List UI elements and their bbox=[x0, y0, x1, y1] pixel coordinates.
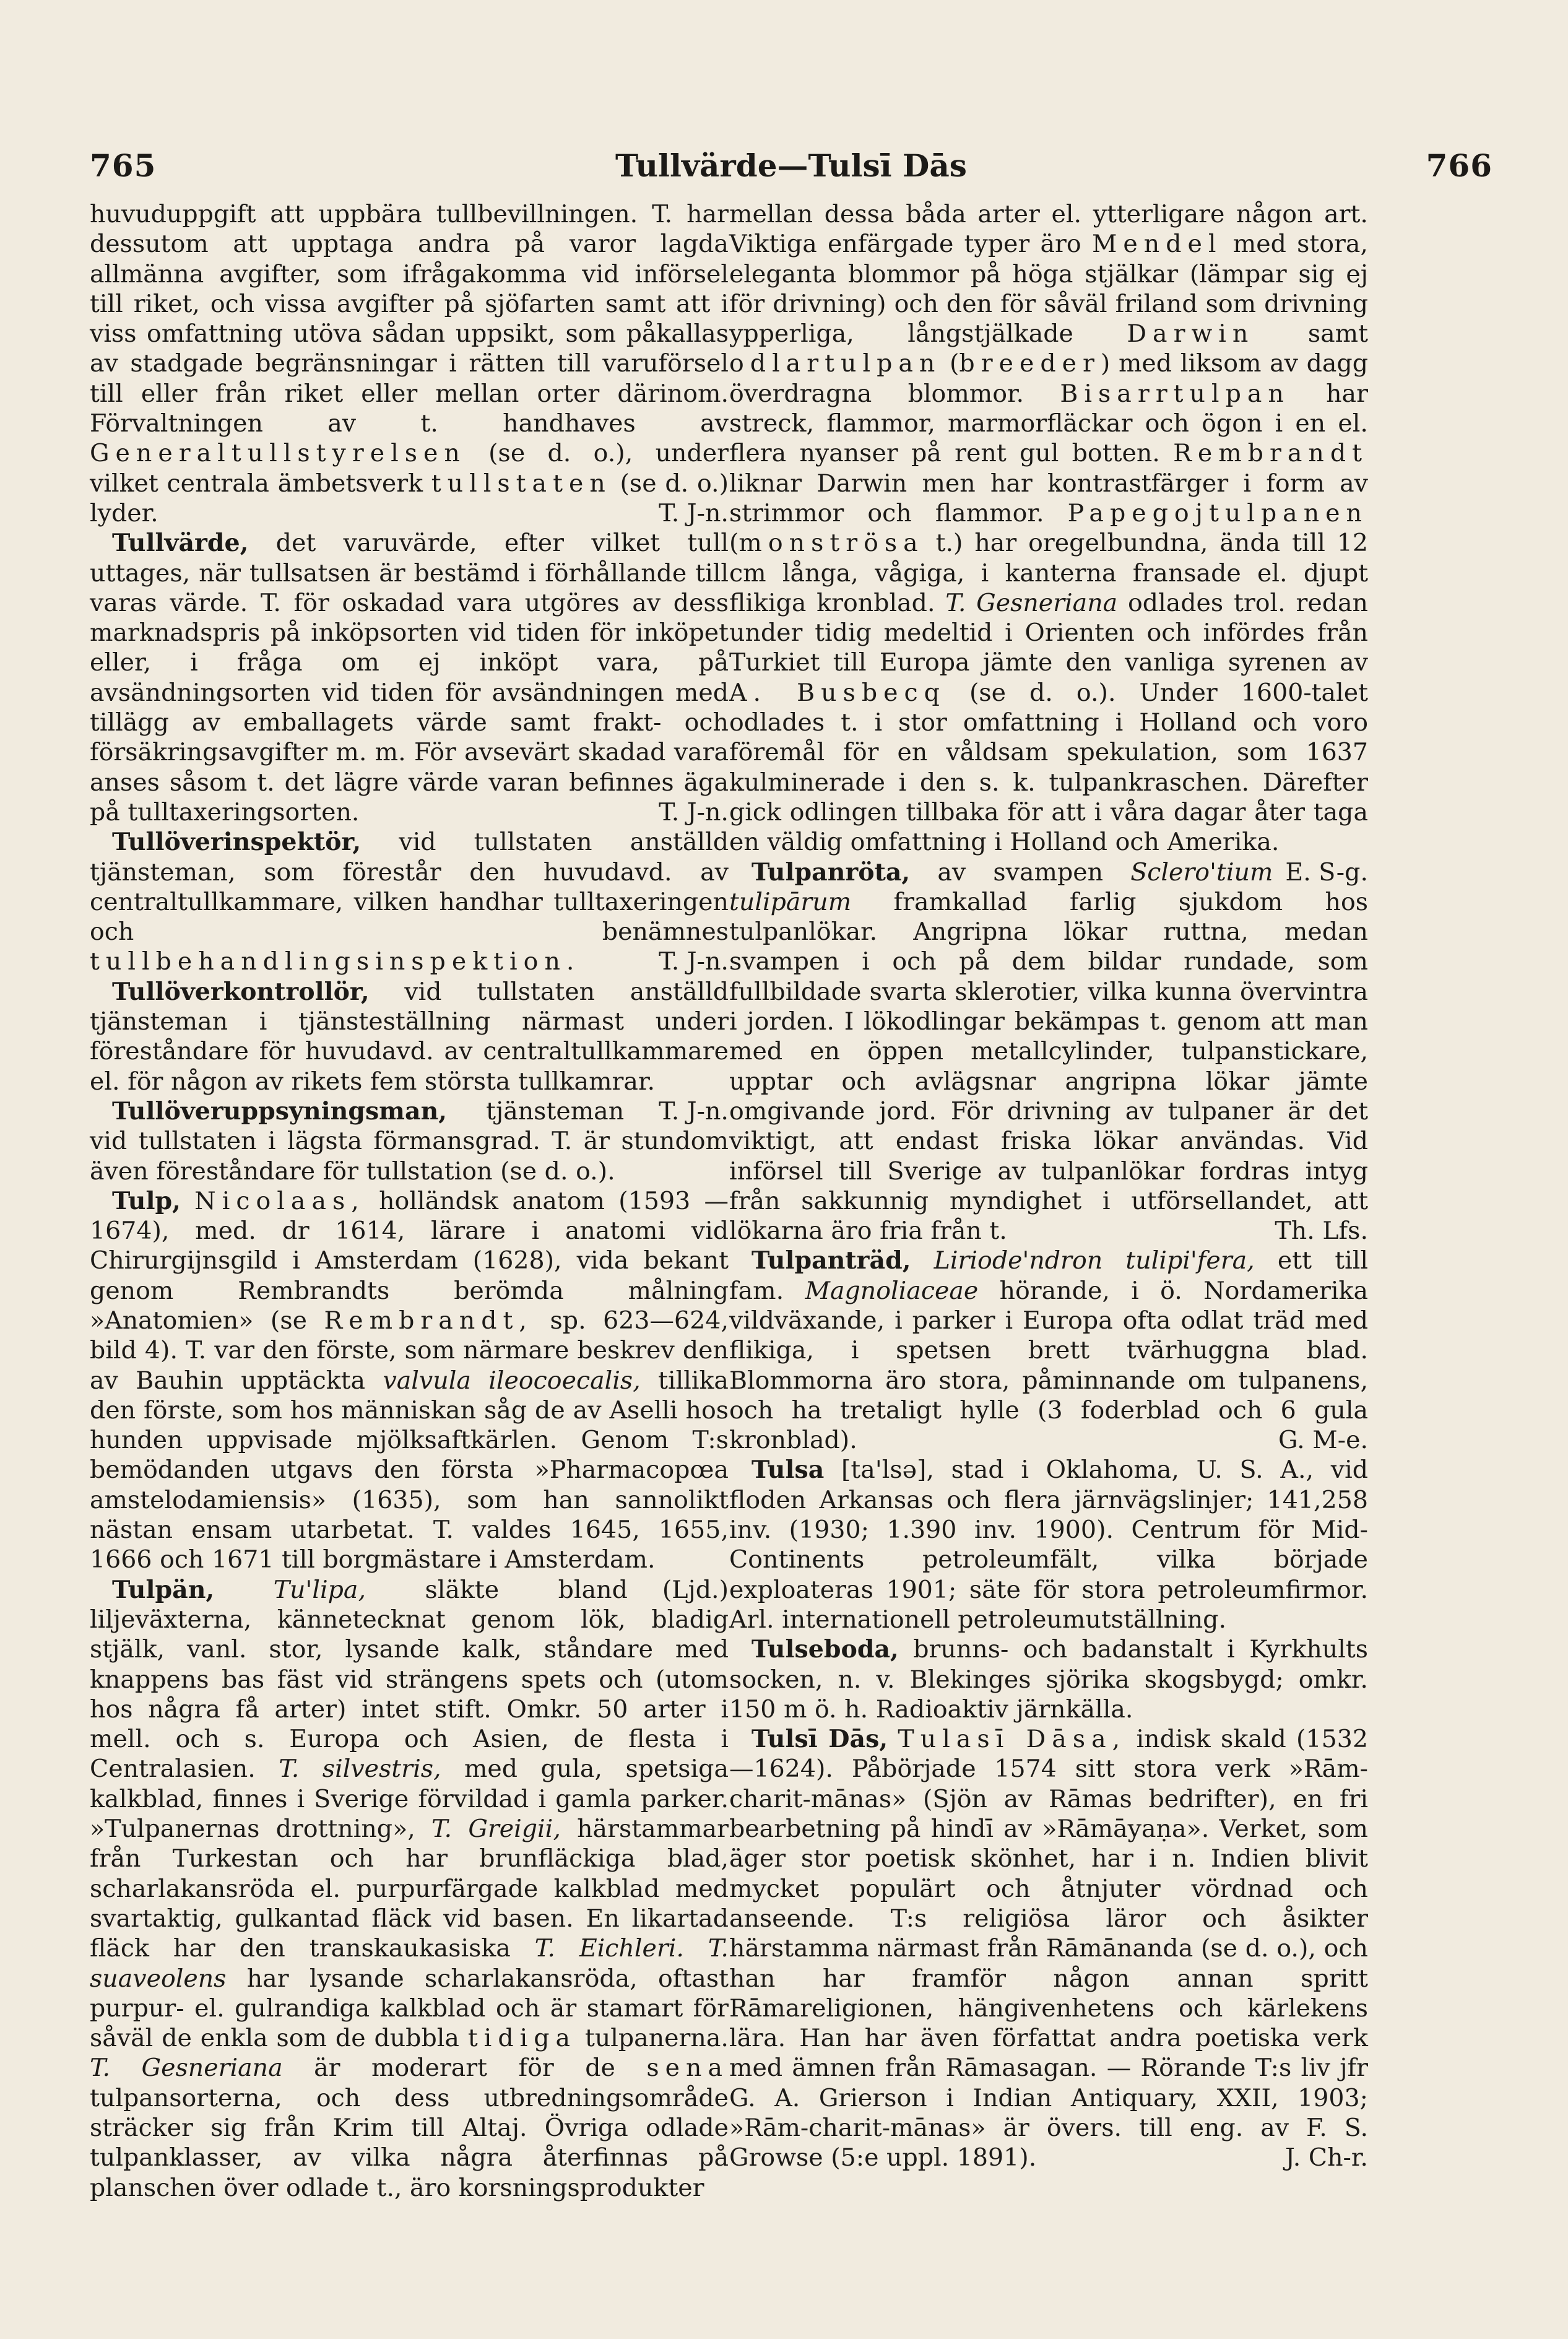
page-number-right: 766 bbox=[1426, 147, 1492, 184]
signature: Th. Lfs. bbox=[1275, 1217, 1368, 1246]
signature: G. M-e. bbox=[1278, 1426, 1368, 1455]
entry-tulpantrad: Tulpanträd, Liriode'ndron tulipi'fera, ett till fam. Magnoliaceae hörande, i ö. Nordamerika vildväxande, i parker i Europa ofta odlat träd med flikiga, i spetsen brett tvärhuggna blad. Blommorna äro stora, påminnande om tulpanens, och ha tretaligt hylle (3 foderblad och 6 gula kronblad). G. M-e. bbox=[729, 1246, 1368, 1455]
left-column bbox=[90, 199, 729, 2203]
signature: T. J-n. bbox=[659, 797, 729, 827]
entry-tulloveruppsyningsman: Tullöveruppsyningsman, tjänsteman vid tullstaten i lägsta förmansgrad. T. är stundom även föreståndare för tullstation (se d. o.). bbox=[90, 1096, 729, 1186]
signature: T. J-n. bbox=[659, 1096, 729, 1126]
headword: Tullöveruppsyningsman, bbox=[112, 1096, 448, 1126]
headword: Tulpän, bbox=[112, 1575, 215, 1604]
entry-tulsa: Tulsa [ta'lsə], stad i Oklahoma, U. S. A., vid floden Arkansas och flera järnvägslinjer; 141,258 inv. (1930; 1.390 inv. 1900). Centrum för Mid-Continents petroleumfält, vilka började exploateras 1901; säte för stora petroleumfirmor. Arl. internationell petroleumutställning. bbox=[729, 1456, 1368, 1634]
signature: (Ljd.) bbox=[662, 1575, 729, 1604]
entry-continuation: huvuduppgift att uppbära tullbevillningen. T. har dessutom att upptaga andra på varor lagda allmänna avgifter, som ifrågakomma vid införsel till riket, och vissa avgifter på sjöfarten samt att i viss omfattning utöva sådan uppsikt, som påkallas av stadgade begränsningar i rätten till varuförsel till eller från riket eller mellan orter därinom. Förvaltningen av t. handhaves av Generaltullstyrelsen (se d. o.), under vilket centrala ämbetsverk tullstaten (se d. o.) lyder. T. J-n. bbox=[90, 200, 729, 527]
signature: T. J-n. bbox=[659, 498, 729, 527]
signature: T. J-n. bbox=[659, 947, 729, 976]
headword: Tulpanröta, bbox=[752, 857, 911, 887]
headword: Tulp, bbox=[112, 1186, 181, 1215]
entry-tullvarde: Tullvärde, det varuvärde, efter vilket tull uttages, när tullsatsen är bestämd i förhållande till varas värde. T. för oskadad vara utgöres av dess marknadspris på inköpsorten vid tiden för inköpet eller, i fråga om ej inköpt vara, på avsändningsorten vid tiden för avsändningen med tillägg av emballagets värde samt frakt- och försäkringsavgifter m. m. För avsevärt skadad vara anses såsom t. det lägre värde varan befinnes äga på tulltaxeringsorten. T. J-n. bbox=[90, 529, 729, 827]
entry-tulseboda: Tulseboda, brunns- och badanstalt i Kyrkhults socken, n. v. Blekinges sjörika skogsbygd; omkr. 150 m ö. h. Radioaktiv järnkälla. bbox=[729, 1635, 1368, 1724]
signature: J. Ch-r. bbox=[1285, 2143, 1368, 2172]
page-number-left: 765 bbox=[90, 147, 157, 184]
page-header bbox=[90, 147, 1492, 184]
entry-tulsi-das: Tulsī Dās, Tulasī Dāsa, indisk skald (1532—1624). Påbörjade 1574 sitt stora verk »Rām-charit-mānas» (Sjön av Rāmas bedrifter), en fri bearbetning på hindī av »Rāmāyaṇa». Verket, som äger stor poetisk skönhet, har i n. Indien blivit mycket populärt och åtnjuter vördnad och anseende. T:s religiösa läror och åsikter härstamma närmast från Rāmānanda (se d. o.), och han har framför någon annan spritt Rāmareligionen, hängivenhetens och kärlekens lära. Han har även författat andra poetiska verk med ämnen från Rāmasagan. — Rörande T:s liv jfr G. A. Grierson i Indian Antiquary, XXII, 1903; »Rām-charit-mānas» är övers. till eng. av F. S. Growse (5:e uppl. 1891). J. Ch-r. bbox=[729, 1725, 1368, 2172]
entry-continuation: mellan dessa båda arter el. ytterligare någon art. Viktiga enfärgade typer äro Mendel med stora, eleganta blommor på höga stjälkar (lämpar sig ej för drivning) och den för såväl friland som drivning ypperliga, långstjälkade Darwin samt odlartulpan (breeder) med liksom av dagg överdragna blommor. Bisarrtulpan har streck, flammor, marmorfläckar och ögon i en el. flera nyanser på rent gul botten. Rembrandt liknar Darwin men har kontrastfärger i form av strimmor och flammor. Papegojtulpanen (monströsa t.) har oregelbundna, ända till 12 cm långa, vågiga, i kanterna fransade el. djupt flikiga kronblad. T. Gesneriana odlades trol. redan under tidig medeltid i Orienten och infördes från Turkiet till Europa jämte den vanliga syrenen av A. Busbecq (se d. o.). Under 1600-talet odlades t. i stor omfattning i Holland och voro föremål för en våldsam spekulation, som 1637 kulminerade i den s. k. tulpankraschen. Därefter gick odlingen tillbaka för att i våra dagar åter taga en väldig omfattning i Holland och Amerika. E. S-g. bbox=[729, 200, 1368, 887]
right-column bbox=[729, 199, 1368, 2173]
entry-tulpan: Tulpän, Tu'lipa, släkte bland liljeväxterna, kännetecknat genom lök, bladig stjälk, vanl. stor, lysande kalk, ståndare med knappens bas fäst vid strängens spets och (utom hos några få arter) intet stift. Omkr. 50 arter i mell. och s. Europa och Asien, de flesta i Centralasien. T. silvestris, med gula, spetsiga kalkblad, finnes i Sverige förvildad i gamla parker. »Tulpanernas drottning», T. Greigii, härstammar från Turkestan och har brunfläckiga blad, scharlakansröda el. purpurfärgade kalkblad med svartaktig, gulkantad fläck vid basen. En likartad fläck har den transkaukasiska T. Eichleri. T. suaveolens har lysande scharlakansröda, oftast purpur- el. gulrandiga kalkblad och är stamart för såväl de enkla som de dubbla tidiga tulpanerna. T. Gesneriana är moderart för de sena tulpansorterna, och dess utbredningsområde sträcker sig från Krim till Altaj. Övriga odlade tulpanklasser, av vilka några återfinnas på planschen över odlade t., äro korsningsprodukter bbox=[90, 1575, 729, 2202]
headword: Tullöverkontrollör, bbox=[112, 977, 370, 1006]
signature: E. S-g. bbox=[1285, 857, 1368, 887]
entry-tulloverkontrollor: Tullöverkontrollör, vid tullstaten anställd tjänsteman i tjänsteställning närmast under föreståndare för huvudavd. av centraltullkammare el. för någon av rikets fem största tullkamrar. T. J-n. bbox=[90, 977, 729, 1126]
running-head: Tullvärde—Tulsī Dās bbox=[615, 147, 967, 184]
headword: Tulpanträd, bbox=[752, 1246, 911, 1275]
entry-tulloverinspektor: Tullöverinspektör, vid tullstaten anställd tjänsteman, som förestår den huvudavd. av centraltullkammare, vilken handhar tulltaxeringen och benämnes tullbehandlingsinspektion. T. J-n. bbox=[90, 828, 729, 976]
headword: Tulsa bbox=[752, 1456, 825, 1485]
entry-tulpanrota: Tulpanröta, av svampen Sclero'tium tulipārum framkallad farlig sjukdom hos tulpanlökar. Angripna lökar ruttna, medan svampen i och på dem bildar rundade, som fullbildade svarta sklerotier, vilka kunna övervintra i jorden. I lökodlingar bekämpas t. genom att man med en öppen metallcylinder, tulpanstickare, upptar och avlägsnar angripna lökar jämte omgivande jord. För drivning av tulpaner är det viktigt, att endast friska lökar användas. Vid införsel till Sverige av tulpanlökar fordras intyg från sakkunnig myndighet i utförsellandet, att lökarna äro fria från t. Th. Lfs. bbox=[729, 857, 1368, 1246]
headword: Tulsī Dās, bbox=[752, 1725, 888, 1754]
headword: Tullöverinspektör, bbox=[112, 828, 362, 857]
entry-tulp: Tulp, Nicolaas, holländsk anatom (1593 —1674), med. dr 1614, lärare i anatomi vid Chirurgijnsgild i Amsterdam (1628), vida bekant genom Rembrandts berömda målning »Anatomien» (se Rembrandt, sp. 623—624, bild 4). T. var den förste, som närmare beskrev den av Bauhin upptäckta valvula ileocoecalis, tillika den förste, som hos människan såg de av Aselli hos hunden uppvisade mjölksaftkärlen. Genom T:s bemödanden utgavs den första »Pharmacopœa amstelodamiensis» (1635), som han sannolikt nästan ensam utarbetat. T. valdes 1645, 1655, 1666 och 1671 till borgmästare i Amsterdam. (Ljd.) bbox=[90, 1186, 729, 1604]
headword: Tullvärde, bbox=[112, 529, 249, 558]
headword: Tulseboda, bbox=[752, 1635, 899, 1664]
